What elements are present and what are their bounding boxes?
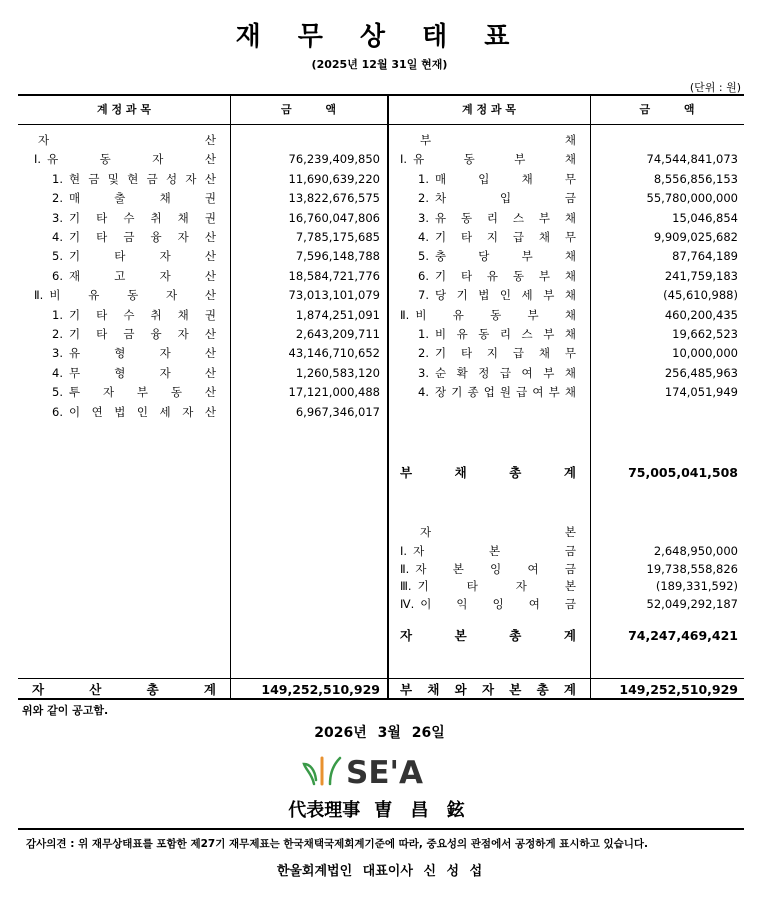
item-number: 1. <box>418 171 429 186</box>
logo-text: SE'A <box>346 755 423 790</box>
amount-value: 7,785,175,685 <box>295 230 380 244</box>
amount-value: 19,662,523 <box>672 327 738 341</box>
header-amount-right: 금 액 <box>639 103 695 116</box>
amount-value: 18,584,721,776 <box>288 268 380 283</box>
page-title: 재 무 상 태 표 <box>235 22 524 52</box>
item-name: 기 타 금 융 자 산 <box>68 230 216 244</box>
item-number: Ⅱ. <box>34 288 44 303</box>
item-number: 2. <box>52 327 63 341</box>
item-name: 자 산 총 계 <box>32 682 216 697</box>
item-number: 1. <box>418 327 429 341</box>
item-name: 자 본 잉 여 금 <box>415 561 576 576</box>
section-heading-assets <box>38 130 216 150</box>
item-name: 유 동 부 채 <box>413 152 576 167</box>
amount-value: 13,822,676,575 <box>288 191 380 206</box>
item-name: 비 유 동 리 스 부 채 <box>434 327 576 341</box>
amount-value: 256,485,963 <box>664 365 738 380</box>
company-logo <box>300 750 460 790</box>
item-name: 당 기 법 인 세 부 채 <box>434 288 576 303</box>
amount-value: 1,874,251,091 <box>295 307 380 322</box>
amount-value: 7,596,148,788 <box>295 249 380 264</box>
amount-value: 74,247,469,421 <box>628 628 738 643</box>
amount-value: (45,610,988) <box>663 288 738 303</box>
amount-value: 149,252,510,929 <box>619 682 738 697</box>
header-divider <box>18 124 744 125</box>
amount-value: 16,760,047,806 <box>288 210 380 225</box>
amount-value: 17,121,000,488 <box>288 385 380 400</box>
item-name: 자 본 <box>420 525 576 539</box>
report-date-subtitle: (2025년 12월 31일 현재) <box>311 58 448 71</box>
item-number: 6. <box>52 268 63 283</box>
item-name: 이 연 법 인 세 자 산 <box>68 404 216 419</box>
item-name: 무 형 자 산 <box>68 365 216 380</box>
item-number: 4. <box>52 230 63 244</box>
amount-value: 55,780,000,000 <box>646 191 738 206</box>
item-number: 5. <box>418 249 429 264</box>
item-name: 이 익 잉 여 금 <box>420 596 576 611</box>
item-number: 2. <box>418 191 429 206</box>
item-number: 6. <box>418 268 429 283</box>
item-number: Ⅱ. <box>400 561 410 576</box>
item-name: 부 채 와 자 본 총 계 <box>400 682 576 697</box>
item-name: 기 타 지 급 채 무 <box>434 346 576 361</box>
header-account-left: 계 정 과 목 <box>97 103 151 116</box>
item-name: 기 타 금 융 자 산 <box>68 327 216 341</box>
item-name: 자 본 금 <box>413 544 576 558</box>
amount-value: 76,239,409,850 <box>288 152 380 167</box>
item-name: 현 금 및 현 금 성 자 산 <box>68 171 216 186</box>
total-divider <box>18 678 744 679</box>
item-number: 3. <box>52 346 63 361</box>
item-number: 4. <box>52 365 63 380</box>
item-name: 자 본 총 계 <box>400 628 576 643</box>
amount-value: 19,738,558,826 <box>646 561 738 576</box>
header-account-right: 계 정 과 목 <box>462 103 516 116</box>
item-name: 매 출 채 권 <box>68 191 216 206</box>
amount-value: 149,252,510,929 <box>261 682 380 697</box>
item-number: Ⅱ. <box>400 307 410 322</box>
leaf-icon <box>304 758 340 784</box>
item-number: Ⅰ. <box>400 152 408 167</box>
announcement-date: 2026년 3월 26일 <box>314 725 445 741</box>
amount-value: 241,759,183 <box>664 268 738 283</box>
ceo-signature-line <box>0 796 759 822</box>
amount-value: 1,260,583,120 <box>295 365 380 380</box>
amount-value: 9,909,025,682 <box>653 230 738 244</box>
item-number: 2. <box>418 346 429 361</box>
item-number: 4. <box>418 385 429 400</box>
item-number: 2. <box>52 191 63 206</box>
item-name: 유 형 자 산 <box>68 346 216 361</box>
amount-value: 6,967,346,017 <box>295 404 380 419</box>
item-number: 1. <box>52 307 63 322</box>
item-number: 3. <box>418 210 429 225</box>
item-number: 3. <box>418 365 429 380</box>
item-name: 비 유 동 자 산 <box>49 288 216 303</box>
ceo-name: 曺 昌 鉉 <box>374 800 471 821</box>
item-name: 기 타 유 동 부 채 <box>434 268 576 283</box>
amount-value: 43,146,710,652 <box>288 346 380 361</box>
amount-value: 52,049,292,187 <box>646 596 738 611</box>
auditor-signature: 한울회계법인 대표이사 신 성 섭 <box>276 864 483 879</box>
item-name: 유 동 자 산 <box>47 152 216 167</box>
item-name: 부 채 총 계 <box>400 465 576 480</box>
amount-value: 73,013,101,079 <box>288 288 380 303</box>
balance-sheet-table <box>18 94 744 700</box>
amount-value: 75,005,041,508 <box>628 465 738 480</box>
item-number: 3. <box>52 210 63 225</box>
section-heading-equity <box>420 522 576 542</box>
amount-value: 2,643,209,711 <box>295 327 380 341</box>
item-number: Ⅲ. <box>400 579 412 594</box>
amount-value: 11,690,639,220 <box>288 171 380 186</box>
amount-value: (189,331,592) <box>655 579 738 594</box>
amount-value: 8,556,856,153 <box>653 171 738 186</box>
amount-value: 2,648,950,000 <box>653 544 738 558</box>
item-name: 부 채 <box>420 133 576 147</box>
item-number: Ⅳ. <box>400 596 415 611</box>
item-name: 기 타 수 취 채 권 <box>68 210 216 225</box>
amount-value: 15,046,854 <box>672 210 738 225</box>
item-number: 5. <box>52 385 63 400</box>
item-number: 6. <box>52 404 63 419</box>
amount-value: 460,200,435 <box>664 307 738 322</box>
item-name: 기 타 수 취 채 권 <box>68 307 216 322</box>
item-name: 장 기 종 업 원 급 여 부 채 <box>434 385 576 400</box>
amount-value: 74,544,841,073 <box>646 152 738 167</box>
item-name: 유 동 리 스 부 채 <box>434 210 576 225</box>
item-name: 기 타 지 급 채 무 <box>434 230 576 244</box>
item-name: 기 타 자 본 <box>417 579 576 594</box>
amount-value: 174,051,949 <box>664 385 738 400</box>
item-number: 5. <box>52 249 63 264</box>
item-number: 4. <box>418 230 429 244</box>
item-name: 충 당 부 채 <box>434 249 576 264</box>
notice-text: 위와 같이 공고함. <box>22 704 109 717</box>
audit-opinion: 감사의견 : 위 재무상태표를 포함한 제27기 재무제표는 한국채택국제회계기준에 따라, 중요성의 관점에서 공정하게 표시하고 있습니다. <box>26 838 649 850</box>
amount-value: 10,000,000 <box>672 346 738 361</box>
unit-label: (단위 : 원) <box>689 81 741 94</box>
item-name: 순 확 정 급 여 부 채 <box>434 365 576 380</box>
item-number: Ⅰ. <box>400 544 408 558</box>
ceo-title: 代表理事 <box>288 800 361 821</box>
item-number: Ⅰ. <box>34 152 42 167</box>
footer-rule <box>18 828 744 830</box>
item-number: 7. <box>418 288 429 303</box>
item-name: 매 입 채 무 <box>434 171 576 186</box>
item-name: 자 산 <box>38 133 216 147</box>
section-heading-liabilities <box>420 130 576 150</box>
item-name: 재 고 자 산 <box>68 268 216 283</box>
item-name: 차 입 금 <box>434 191 576 206</box>
item-number: 1. <box>52 171 63 186</box>
item-name: 비 유 동 부 채 <box>415 307 576 322</box>
item-name: 투 자 부 동 산 <box>68 385 216 400</box>
item-name: 기 타 자 산 <box>68 249 216 264</box>
amount-value: 87,764,189 <box>672 249 738 264</box>
header-amount-left: 금 액 <box>280 103 337 116</box>
